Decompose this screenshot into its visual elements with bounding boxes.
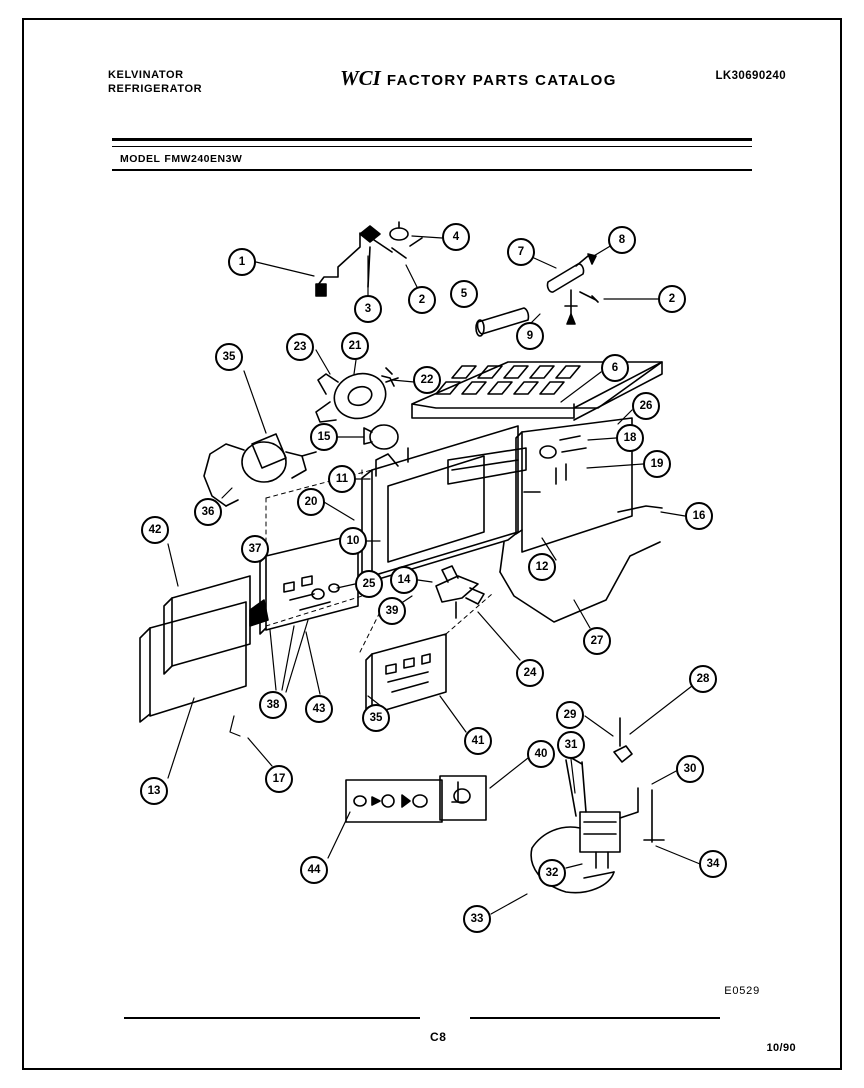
catalog-number: LK30690240 (715, 70, 786, 82)
callout-26: 26 (632, 392, 660, 420)
callout-37: 37 (241, 535, 269, 563)
callout-25: 25 (355, 570, 383, 598)
callout-29: 29 (556, 701, 584, 729)
callout-12: 12 (528, 553, 556, 581)
callout-13: 13 (140, 777, 168, 805)
callout-39: 39 (378, 597, 406, 625)
callout-3: 3 (354, 295, 382, 323)
callout-35: 35 (215, 343, 243, 371)
callout-23: 23 (286, 333, 314, 361)
footer-rule-left (124, 1017, 420, 1019)
callout-34: 34 (699, 850, 727, 878)
model-number: FMW240EN3W (164, 153, 243, 165)
callout-30: 30 (676, 755, 704, 783)
callout-4: 4 (442, 223, 470, 251)
callout-15: 15 (310, 423, 338, 451)
wci-logo: WCI (340, 66, 381, 90)
catalog-title-text: FACTORY PARTS CATALOG (386, 72, 617, 89)
footer-rule-right (470, 1017, 720, 1019)
callout-40: 40 (527, 740, 555, 768)
brand-name: KELVINATOR (108, 69, 184, 81)
callout-17: 17 (265, 765, 293, 793)
callout-41: 41 (464, 727, 492, 755)
callout-14: 14 (390, 566, 418, 594)
callout-19: 19 (643, 450, 671, 478)
callout-43: 43 (305, 695, 333, 723)
callout-28: 28 (689, 665, 717, 693)
callout-18: 18 (616, 424, 644, 452)
date-code: 10/90 (766, 1042, 796, 1054)
brand-category: REFRIGERATOR (108, 83, 203, 95)
callout-16: 16 (685, 502, 713, 530)
callout-33: 33 (463, 905, 491, 933)
callout-9: 9 (516, 322, 544, 350)
figure-code: E0529 (724, 985, 760, 997)
callout-layer (22, 18, 842, 1070)
callout-10: 10 (339, 527, 367, 555)
callout-27: 27 (583, 627, 611, 655)
callout-24: 24 (516, 659, 544, 687)
callout-6: 6 (601, 354, 629, 382)
callout-8: 8 (608, 226, 636, 254)
page-code: C8 (430, 1030, 447, 1044)
callout-35: 35 (362, 704, 390, 732)
callout-22: 22 (413, 366, 441, 394)
callout-7: 7 (507, 238, 535, 266)
callout-11: 11 (328, 465, 356, 493)
callout-42: 42 (141, 516, 169, 544)
callout-5: 5 (450, 280, 478, 308)
callout-2: 2 (408, 286, 436, 314)
callout-1: 1 (228, 248, 256, 276)
model-label: MODEL (120, 153, 161, 165)
callout-20: 20 (297, 488, 325, 516)
callout-32: 32 (538, 859, 566, 887)
callout-38: 38 (259, 691, 287, 719)
callout-2: 2 (658, 285, 686, 313)
callout-31: 31 (557, 731, 585, 759)
callout-44: 44 (300, 856, 328, 884)
callout-36: 36 (194, 498, 222, 526)
callout-21: 21 (341, 332, 369, 360)
